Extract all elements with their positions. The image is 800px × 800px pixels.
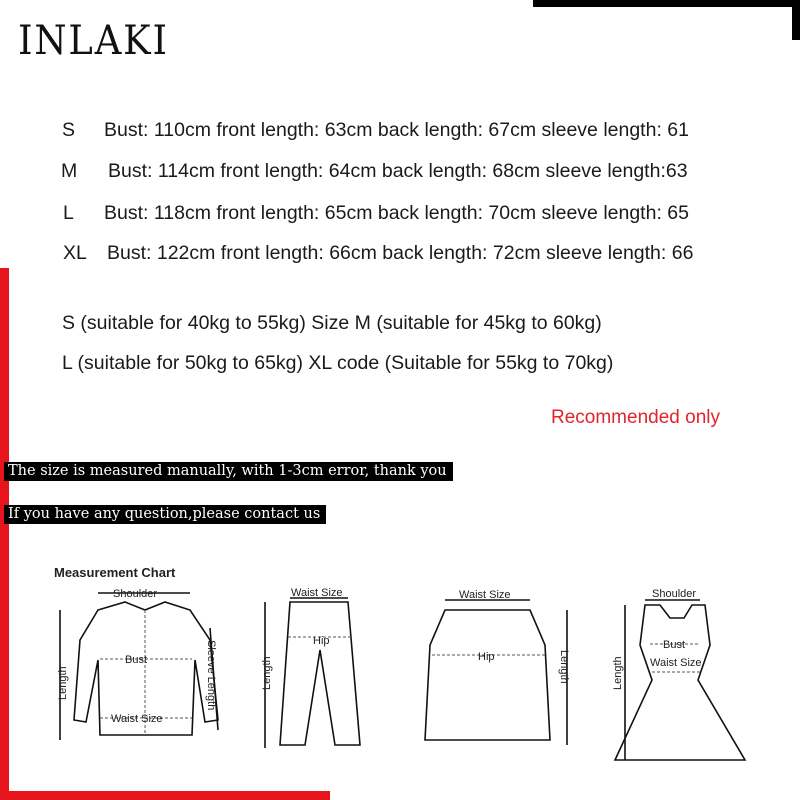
skirt-outline — [425, 610, 550, 740]
right-border-bar — [792, 0, 800, 40]
measurement-chart-diagrams — [0, 580, 800, 790]
pants-hip-label: Hip — [313, 635, 330, 647]
skirt-waist-label: Waist Size — [459, 589, 511, 601]
dress-outline — [615, 605, 745, 760]
skirt-hip-label: Hip — [478, 651, 495, 663]
size-row-xl — [63, 242, 693, 265]
pants-outline — [280, 602, 360, 745]
skirt-diagram — [425, 589, 570, 745]
brand-logo: INLAKI — [18, 18, 169, 64]
shirt-shoulder-label: Shoulder — [113, 588, 158, 600]
size-details: Bust: 122cm front length: 66cm back length: 72cm sleeve length: 66 — [107, 242, 694, 264]
measurement-chart-title: Measurement Chart — [54, 565, 176, 580]
recommended-note: Recommended only — [551, 407, 720, 428]
dress-shoulder-label: Shoulder — [652, 588, 697, 600]
size-code: S — [62, 119, 76, 141]
pants-diagram — [261, 587, 360, 748]
shirt-diagram — [57, 588, 218, 740]
size-code: M — [61, 160, 78, 182]
size-details: Bust: 118cm front length: 65cm back length: 70cm sleeve length: 65 — [104, 202, 689, 224]
size-details: Bust: 110cm front length: 63cm back length: 67cm sleeve length: 61 — [104, 119, 689, 141]
pants-length-label: Length — [261, 656, 273, 690]
shirt-sleeve-label: Sleeve Length — [205, 640, 217, 711]
top-right-border-bar — [533, 0, 800, 7]
shirt-length-label: Length — [57, 666, 69, 700]
suitability-line-1: S (suitable for 40kg to 55kg) Size M (suitable for 45kg to 60kg) — [62, 312, 602, 334]
pants-waist-label: Waist Size — [291, 587, 343, 599]
suitability-line-2: L (suitable for 50kg to 65kg) XL code (Suitable for 55kg to 70kg) — [62, 352, 614, 374]
size-details: Bust: 114cm front length: 64cm back length: 68cm sleeve length:63 — [108, 160, 688, 182]
dress-diagram — [612, 588, 745, 760]
dress-waist-label: Waist Size — [650, 657, 702, 669]
size-row-s — [62, 119, 689, 142]
dress-bust-label: Bust — [663, 639, 686, 651]
shirt-waist-label: Waist Size — [111, 713, 163, 725]
size-row-l — [63, 202, 689, 225]
size-code: L — [63, 202, 74, 224]
notice-measurement-error: The size is measured manually, with 1-3cm error, thank you — [4, 462, 453, 481]
shirt-bust-label: Bust — [125, 654, 148, 666]
skirt-length-label: Length — [558, 650, 570, 684]
size-code: XL — [63, 242, 87, 264]
bottom-red-border — [0, 791, 330, 800]
size-row-m — [61, 160, 688, 183]
notice-contact-us: If you have any question,please contact us — [4, 505, 326, 524]
dress-length-label: Length — [612, 656, 624, 690]
